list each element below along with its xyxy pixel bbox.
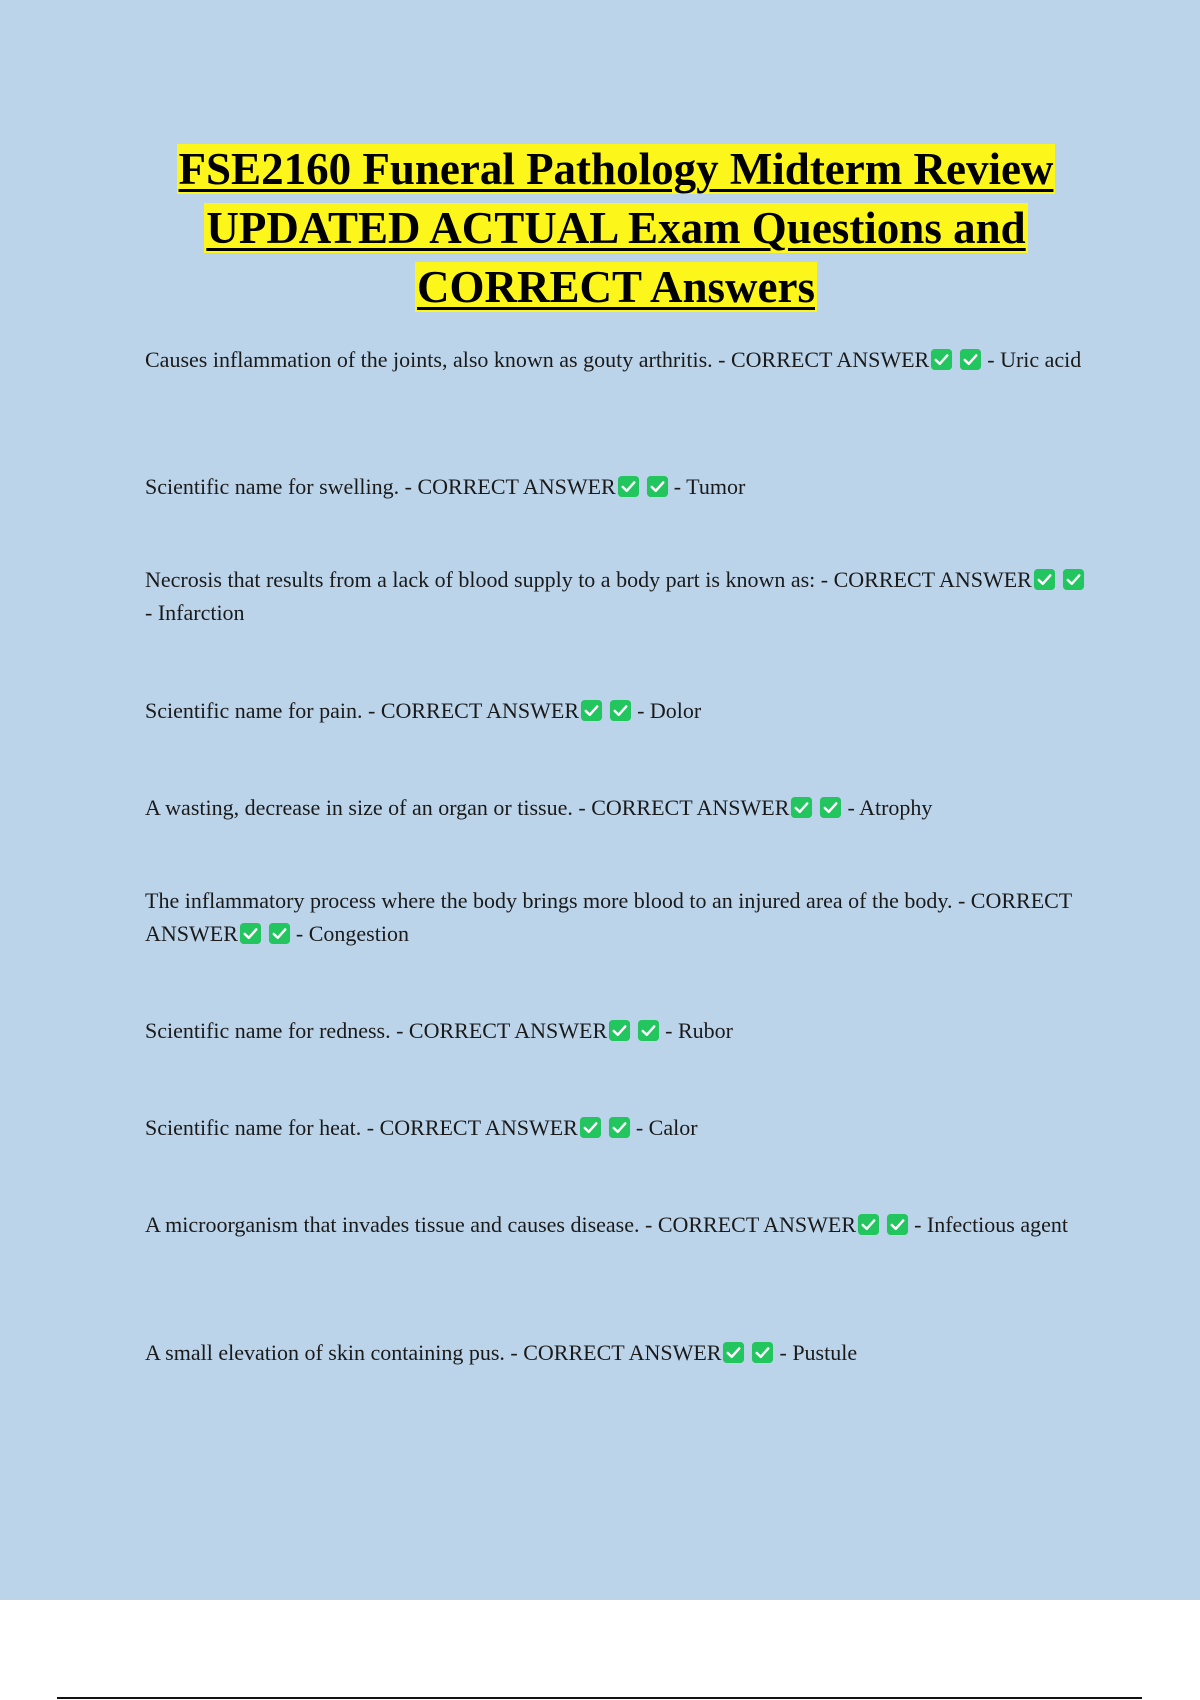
correct-answer-label: CORRECT ANSWER [523, 1340, 722, 1365]
check-icon [268, 922, 291, 945]
qa-item: Necrosis that results from a lack of blood supply to a body part is known as: - CORRECT ANSWER - Infarction [145, 563, 1095, 629]
check-icon [608, 1116, 631, 1139]
answer-text: Calor [648, 1115, 698, 1140]
check-icon [857, 1213, 880, 1236]
qa-item: Scientific name for pain. - CORRECT ANSWER - Dolor [145, 698, 702, 723]
correct-answer-label: CORRECT ANSWER [417, 474, 616, 499]
check-icon [722, 1341, 745, 1364]
check-icon [239, 922, 262, 945]
question-text: The inflammatory process where the body brings more blood to an injured area of the body. - [145, 888, 966, 913]
answer-text: Atrophy [859, 795, 933, 820]
correct-answer-label: CORRECT ANSWER [145, 888, 1072, 946]
check-icon [637, 1019, 660, 1042]
answer-text: Congestion [308, 921, 409, 946]
correct-answer-label: CORRECT ANSWER [379, 1115, 578, 1140]
answer-text: Pustule [792, 1340, 858, 1365]
answer-text: Infectious agent [926, 1212, 1068, 1237]
answer-text: Tumor [686, 474, 746, 499]
question-text: A wasting, decrease in size of an organ or tissue. - [145, 795, 586, 820]
qa-item: The inflammatory process where the body brings more blood to an injured area of the body. - CORRECT ANSWER - Congestion [145, 888, 1072, 946]
correct-answer-label: CORRECT ANSWER [380, 698, 580, 723]
question-text: Necrosis that results from a lack of blood supply to a body part is known as: - [145, 567, 829, 592]
check-icon [819, 796, 842, 819]
question-text: A small elevation of skin containing pus. - [145, 1340, 518, 1365]
check-icon [609, 699, 632, 722]
title-line-2: UPDATED ACTUAL Exam Questions and [206, 203, 1026, 253]
check-icon [579, 1116, 602, 1139]
check-icon [1033, 568, 1056, 591]
title-line-3: CORRECT Answers [417, 262, 815, 312]
qa-item: A small elevation of skin containing pus. - CORRECT ANSWER - Pustule [145, 1340, 858, 1365]
check-icon [886, 1213, 909, 1236]
qa-item: Scientific name for redness. - CORRECT ANSWER - Rubor [145, 1018, 733, 1043]
check-icon [1062, 568, 1085, 591]
check-icon [580, 699, 603, 722]
correct-answer-label: CORRECT ANSWER [657, 1212, 857, 1237]
footer-divider [57, 1697, 1142, 1699]
check-icon [617, 475, 640, 498]
check-icon [790, 796, 813, 819]
question-text: Scientific name for redness. - [145, 1018, 404, 1043]
question-text: A microorganism that invades tissue and causes disease. - [145, 1212, 653, 1237]
question-text: Causes inflammation of the joints, also known as gouty arthritis. - [145, 347, 726, 372]
page-title [120, 140, 1112, 317]
check-icon [959, 348, 982, 371]
qa-item: Scientific name for swelling. - CORRECT ANSWER - Tumor [145, 474, 746, 499]
answer-text: Dolor [649, 698, 702, 723]
qa-item: A wasting, decrease in size of an organ or tissue. - CORRECT ANSWER - Atrophy [145, 795, 933, 820]
answer-text: Uric acid [1000, 347, 1082, 372]
title-line-1: FSE2160 Funeral Pathology Midterm Review [178, 144, 1054, 194]
question-text: Scientific name for heat. - [145, 1115, 375, 1140]
correct-answer-label: CORRECT ANSWER [591, 795, 790, 820]
qa-item: Scientific name for heat. - CORRECT ANSWER - Calor [145, 1115, 698, 1140]
correct-answer-label: CORRECT ANSWER [730, 347, 930, 372]
qa-item: A microorganism that invades tissue and causes disease. - CORRECT ANSWER - Infectious agent [145, 1212, 1068, 1237]
answer-text: Rubor [677, 1018, 733, 1043]
qa-item: Causes inflammation of the joints, also known as gouty arthritis. - CORRECT ANSWER - Uric acid [145, 347, 1082, 372]
question-text: Scientific name for pain. - [145, 698, 376, 723]
correct-answer-label: CORRECT ANSWER [833, 567, 1032, 592]
check-icon [646, 475, 669, 498]
correct-answer-label: CORRECT ANSWER [408, 1018, 608, 1043]
check-icon [608, 1019, 631, 1042]
check-icon [751, 1341, 774, 1364]
check-icon [930, 348, 953, 371]
answer-text: Infarction [157, 600, 245, 625]
question-text: Scientific name for swelling. - [145, 474, 412, 499]
